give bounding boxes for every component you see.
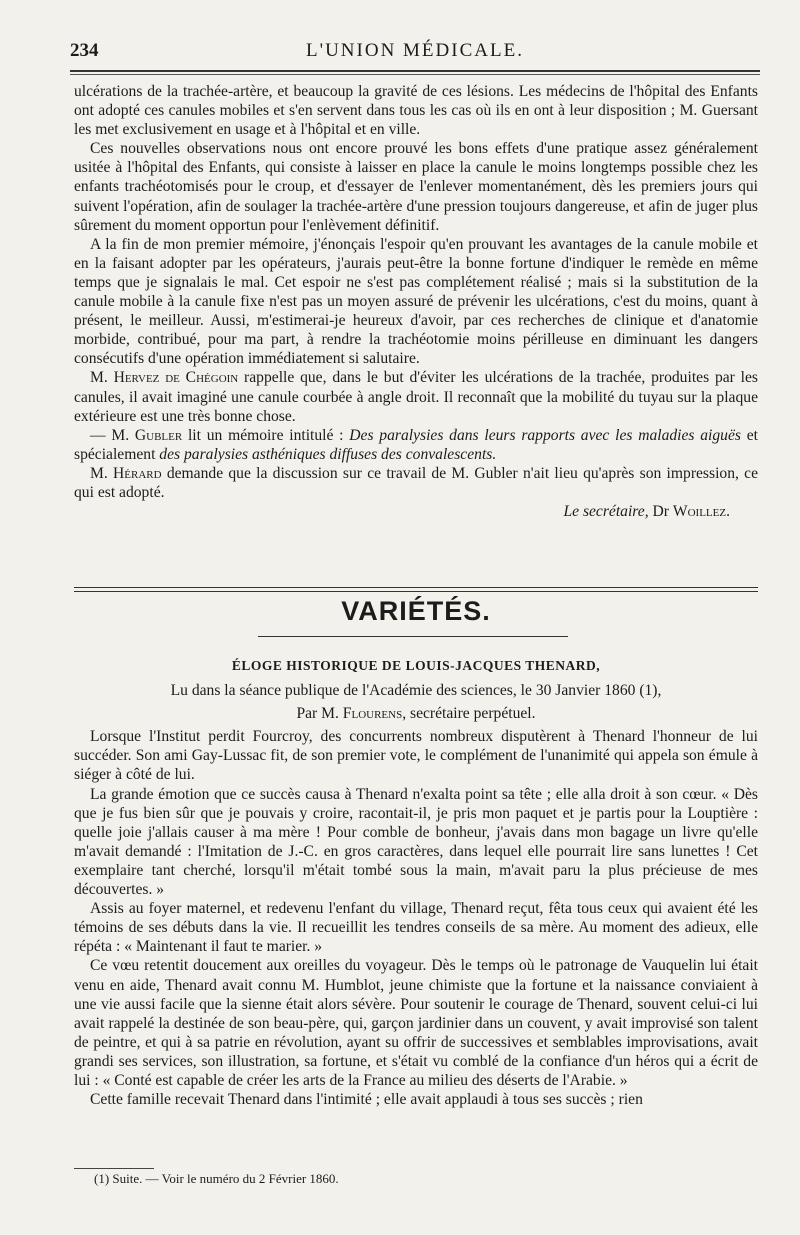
header-rule-thin	[70, 74, 760, 75]
author-prefix: Par M.	[296, 705, 343, 723]
signature	[74, 502, 758, 521]
paragraph: ulcérations de la trachée-artère, et beaucoup la gravité de ces lésions. Les médecins de l'hôpital des Enfants ont adopté ces canules mobiles et s'en servent dans tous les cas où ils en ont à leur disposition ; M. Guersant les met exclusivement en usage et à l'hôpital et en ville.	[74, 83, 758, 139]
speaker-name: M. Hervez de Chégoin	[90, 369, 239, 387]
section-divider	[74, 591, 758, 592]
paragraph: La grande émotion que ce succès causa à Thenard n'exalta point sa tête ; elle alla droit à son cœur. « Dès que je fus bien sûr que je pouvais y croire, racontait-il, je pris mon paquet et je partis pour la Louptière : quelle joie j'allais causer à ma mère ! Pour comble de bonheur, j'avais dans mon bagage un livre qu'elle m'avait demandé : l'Imitation de J.-C. en gros caractères, dans lequel elle pourrait lire sans lunettes ! Cet exemplaire tant cherché, lorsqu'il m'était tombé sous la main, m'avait paru la plus précieuse de mes découvertes. »	[74, 785, 758, 899]
paragraph: Cette famille recevait Thenard dans l'intimité ; elle avait applaudi à tous ses succès ; rien	[90, 1091, 643, 1109]
paragraph-text: M.	[90, 464, 114, 482]
article-subtitle: Lu dans la séance publique de l'Académie des sciences, le 30 Janvier 1860 (1),	[170, 682, 662, 700]
paragraph-text: lit un mémoire intitulé :	[182, 426, 350, 444]
paragraph-text: demande que la discussion sur ce travail de M. Gubler n'ait lieu qu'après son impression, ce qui est adopté.	[74, 464, 758, 501]
speaker-name: Gubler	[134, 426, 183, 444]
article-title: ÉLOGE HISTORIQUE DE LOUIS-JACQUES THENARD,	[231, 658, 601, 673]
paragraph-text: — M.	[90, 426, 135, 444]
paragraph	[74, 426, 758, 464]
header-rule	[70, 70, 760, 72]
title-rule	[258, 636, 568, 637]
paragraph-text: et spécialement	[74, 426, 758, 463]
paragraph-text: rappelle que, dans le but d'éviter les ulcérations de la trachée, produites par les canules, il avait imaginé une canule courbée à angle droit. Il reconnaît que la mobilité du tuyau sur la plaque extérieure est une très bonne chose.	[74, 369, 758, 425]
paragraph: Ce vœu retentit doucement aux oreilles du voyageur. Dès le temps où le patronage de Vauquelin lui était venu en aide, Thenard avait connu M. Humblot, jeune chimiste que la fortune et la naissance conviaient à une vie aussi facile que la sienne était alors sévère. Pour soutenir le courage de Thenard, souvent celui-ci lui avait rappelé la destinée de son beau-père, qui, garçon jardinier dans un couvent, y avait improvisé son talent de peintre, et qui à sa patrie en révolution, ayant su offrir de successives et semblables improvisations, avait grandi ses services, son illustration, sa fortune, et s'était vu comblé de la confiance d'un héros qui a écrit de lui : « Conté est capable de créer les arts de la France au milieu des déserts de l'Arabie. »	[74, 957, 758, 1089]
author-name: Flourens	[342, 705, 403, 723]
page-header	[70, 40, 760, 66]
signature-name: Woillez.	[672, 503, 730, 521]
memoir-title: des paralysies asthéniques diffuses des convalescents.	[159, 445, 497, 463]
footnote: (1) Suite. — Voir le numéro du 2 Février 1860.	[94, 1171, 339, 1186]
proceedings-text	[74, 82, 758, 521]
page-number: 234	[70, 40, 99, 61]
journal-title: L'UNION MÉDICALE.	[306, 40, 524, 61]
paragraph: Assis au foyer maternel, et redevenu l'enfant du village, Thenard reçut, fêta tous ceux qui avaient été les témoins de ses débuts dans la vie. Il recueillit les tendres conseils de sa mère. Au moment des adieux, elle répéta : « Maintenant il faut te marier. »	[74, 900, 758, 956]
paragraph	[74, 368, 758, 425]
section-title: VARIÉTÉS.	[341, 596, 491, 626]
author-suffix: , secrétaire perpétuel.	[402, 705, 536, 723]
footnote-rule	[74, 1168, 154, 1169]
article-author	[74, 704, 758, 723]
section-divider	[74, 587, 758, 588]
speaker-name: Hérard	[113, 464, 162, 482]
memoir-title: Des paralysies dans leurs rapports avec les maladies aiguës	[349, 426, 741, 444]
signature-role: Le secrétaire,	[563, 503, 649, 521]
signature-title: Dr	[648, 503, 673, 521]
article	[74, 656, 758, 1109]
paragraph	[74, 464, 758, 502]
paragraph: Lorsque l'Institut perdit Fourcroy, des concurrents nombreux disputèrent à Thenard l'honneur de lui succéder. Son ami Gay-Lussac fit, de son premier vote, le complément de l'unanimité qui appela son émule à siéger à côté de lui.	[74, 728, 758, 784]
paragraph: Ces nouvelles observations nous ont encore prouvé les bons effets d'une pratique assez généralement usitée à l'hôpital des Enfants, qui consiste à laisser en place la canule le moins longtemps possible chez les enfants trachéotomisés pour le croup, et d'essayer de l'enlever momentanément, dès les premiers jours qui suivent l'opération, afin de soulager la trachée-artère d'une pression toujours dangereuse, et afin de juger plus sûrement du moment opportun pour l'enlèvement définitif.	[74, 140, 758, 234]
paragraph: A la fin de mon premier mémoire, j'énonçais l'espoir qu'en prouvant les avantages de la canule mobile et en la faisant adopter par les opérateurs, j'aurais peut-être la bonne fortune d'indiquer le remède en même temps que je signalais le mal. Cet espoir ne s'est pas complétement réalisé ; mais si la substitution de la canule mobile à la canule fixe n'est pas un moyen assuré de prévenir les ulcérations, c'est du moins, quant à présent, le meilleur. Aussi, m'estimerai-je heureux d'avoir, par ces recherches de clinique et d'anatomie morbide, contribué, pour ma part, à rendre la trachéotomie moins périlleuse en diminuant les dangers consécutifs d'une opération immédiatement si salutaire.	[74, 235, 758, 368]
